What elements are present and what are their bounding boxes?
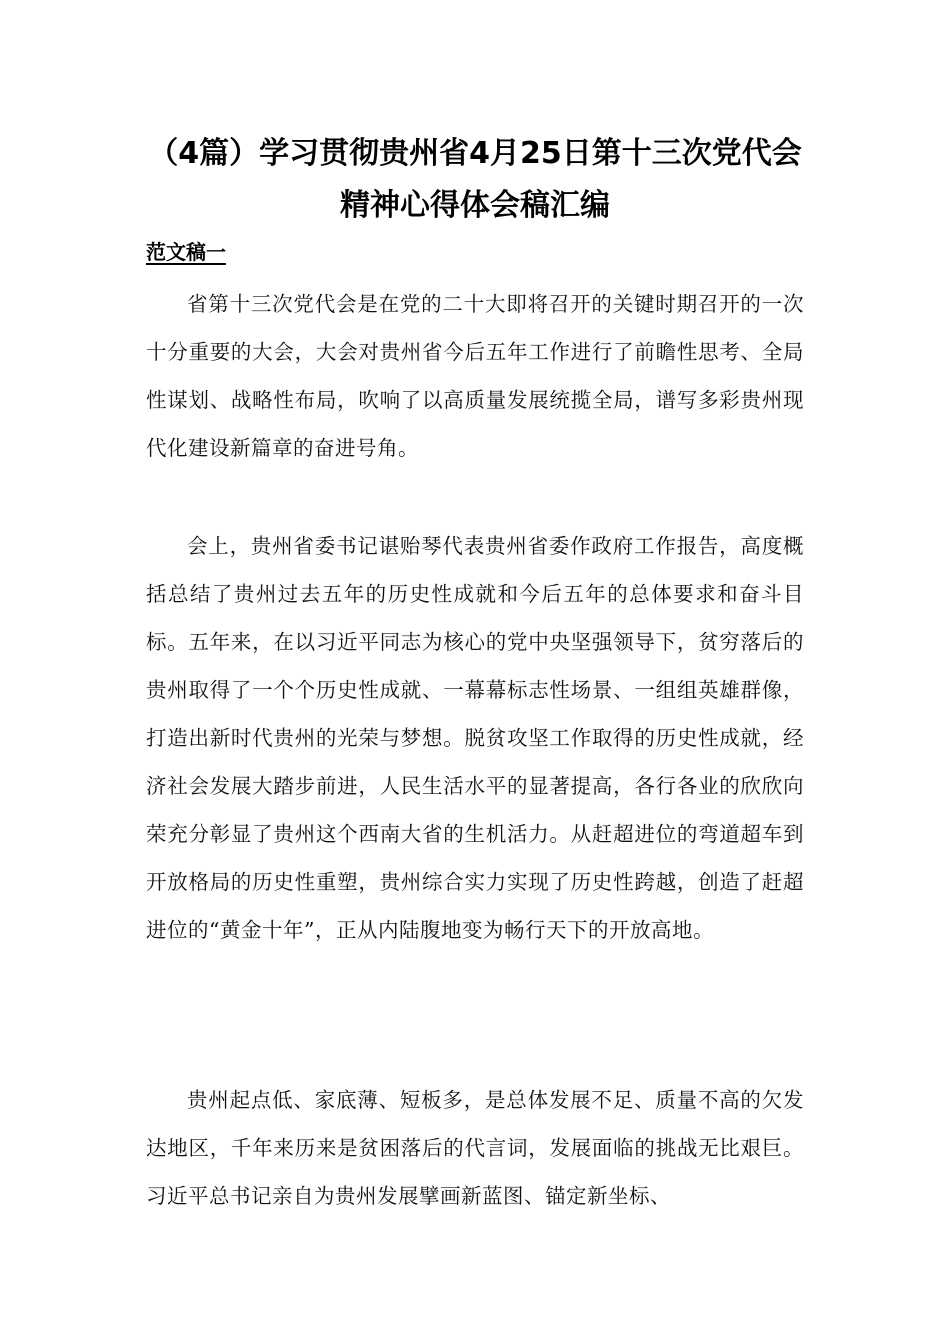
paragraph-3: 贵州起点低、家底薄、短板多，是总体发展不足、质量不高的欠发达地区，千年来历来是贫困落后的代言词，发展面临的挑战无比艰巨。习近平总书记亲自为贵州发展擘画新蓝图、锚定新坐标、 — [146, 1088, 804, 1208]
section-heading: 范文稿一 — [146, 240, 226, 264]
document-title: （4篇）学习贯彻贵州省4月25日第十三次党代会精神心得体会稿汇编 — [148, 136, 802, 223]
paragraph-1: 省第十三次党代会是在党的二十大即将召开的关键时期召开的一次十分重要的大会，大会对贵州省今后五年工作进行了前瞻性思考、全局性谋划、战略性布局，吹响了以高质量发展统揽全局，谱写多彩贵州现代化建设新篇章的奋进号角。 — [146, 292, 804, 460]
paragraph-2: 会上，贵州省委书记谌贻琴代表贵州省委作政府工作报告，高度概括总结了贵州过去五年的历史性成就和今后五年的总体要求和奋斗目标。五年来，在以习近平同志为核心的党中央坚强领导下，贫穷落后的贵州取得了一个个历史性成就、一幕幕标志性场景、一组组英雄群像，打造出新时代贵州的光荣与梦想。脱贫攻坚工作取得的历史性成就，经济社会发展大踏步前进，人民生活水平的显著提高，各行各业的欣欣向荣充分彰显了贵州这个西南大省的生机活力。从赶超进位的弯道超车到开放格局的历史性重塑，贵州综合实力实现了历史性跨越，创造了赶超进位的“黄金十年”，正从内陆腹地变为畅行天下的开放高地。 — [146, 534, 804, 942]
